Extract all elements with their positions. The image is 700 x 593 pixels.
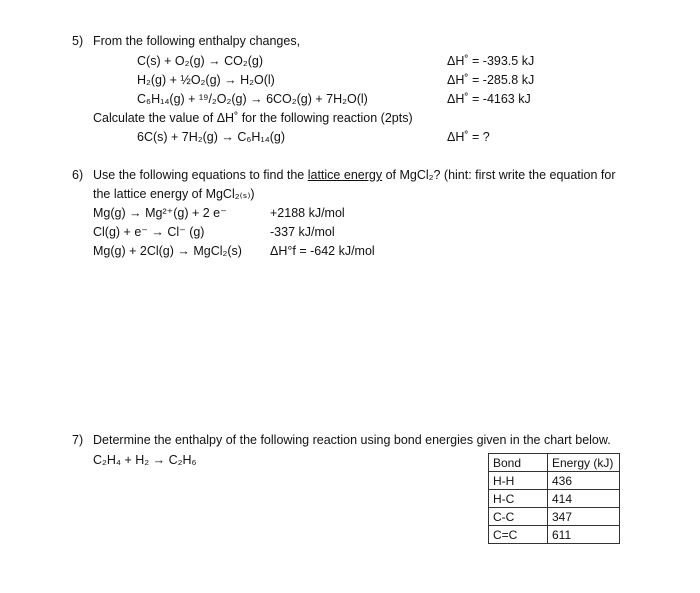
header-energy: Energy (kJ) bbox=[548, 454, 620, 472]
table-cell-energy: 347 bbox=[548, 508, 620, 526]
table-row bbox=[489, 508, 620, 526]
bond-energy-table bbox=[488, 453, 620, 544]
q5-intro: From the following enthalpy changes, bbox=[93, 34, 301, 48]
q5-target-reaction: 6C(s) + 7H₂(g) → C₆H₁₄(g) bbox=[137, 130, 286, 144]
table-cell-energy: 436 bbox=[548, 472, 620, 490]
q6-reaction-3: Mg(g) + 2Cl(g) → MgCl₂(s) bbox=[93, 244, 242, 258]
q7-number: 7) bbox=[72, 433, 84, 447]
q5-prompt: Calculate the value of ΔH˚ for the following reaction (2pts) bbox=[93, 111, 413, 125]
q5-reaction-2-dh: ΔH˚ = -285.8 kJ bbox=[447, 73, 535, 87]
table-cell-energy: 414 bbox=[548, 490, 620, 508]
q5-number: 5) bbox=[72, 34, 84, 48]
table-cell-bond: H-C bbox=[489, 490, 548, 508]
header-bond: Bond bbox=[489, 454, 548, 472]
q6-reaction-2: Cl(g) + e⁻ → Cl⁻ (g) bbox=[93, 225, 205, 239]
table-row bbox=[489, 472, 620, 490]
q7-prompt: Determine the enthalpy of the following reaction using bond energies given in the chart below. bbox=[93, 433, 611, 447]
q6-line-2: the lattice energy of MgCl₂₍ₛ₎) bbox=[93, 187, 255, 201]
q6-line-1 bbox=[93, 169, 616, 182]
q6-number: 6) bbox=[72, 168, 84, 182]
table-row bbox=[489, 526, 620, 544]
q6-reaction-2-value: -337 kJ/mol bbox=[270, 225, 335, 239]
q5-reaction-3: C₆H₁₄(g) + ¹⁹/₂O₂(g) → 6CO₂(g) + 7H₂O(l) bbox=[137, 92, 368, 106]
q5-reaction-1: C(s) + O₂(g) → CO₂(g) bbox=[137, 54, 264, 68]
lattice-energy-underlined: lattice energy bbox=[307, 168, 383, 182]
q6-line-1-start: Use the following equations to find the bbox=[93, 168, 308, 182]
table-row bbox=[489, 490, 620, 508]
q5-target-dh: ΔH˚ = ? bbox=[447, 130, 490, 144]
q6-reaction-1: Mg(g) → Mg²⁺(g) + 2 e⁻ bbox=[93, 206, 227, 220]
q5-reaction-1-dh: ΔH˚ = -393.5 kJ bbox=[447, 54, 535, 68]
q6-reaction-1-value: +2188 kJ/mol bbox=[270, 206, 345, 220]
q5-reaction-2: H₂(g) + ½O₂(g) → H₂O(l) bbox=[137, 73, 275, 87]
table-cell-energy: 611 bbox=[548, 526, 620, 544]
table-cell-bond: C=C bbox=[489, 526, 548, 544]
q5-reaction-3-dh: ΔH˚ = -4163 kJ bbox=[447, 92, 531, 106]
table-header-row bbox=[489, 454, 620, 472]
q6-reaction-3-value: ΔH°f = -642 kJ/mol bbox=[270, 244, 375, 258]
table-cell-bond: H-H bbox=[489, 472, 548, 490]
table-cell-bond: C-C bbox=[489, 508, 548, 526]
q7-reaction: C₂H₄ + H₂ → C₂H₆ bbox=[93, 453, 197, 467]
q6-line-1-end: of MgCl₂? (hint: first write the equation for bbox=[382, 168, 616, 182]
